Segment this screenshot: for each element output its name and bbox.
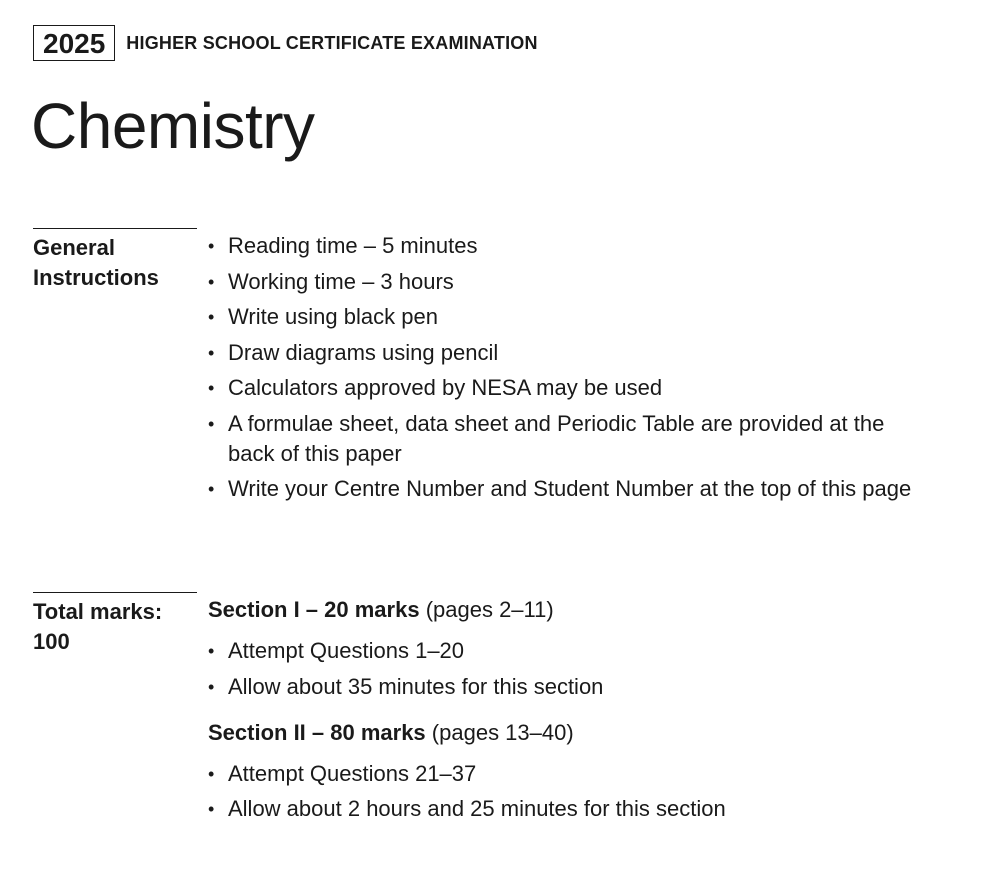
section-1-pages: (pages 2–11) — [425, 597, 554, 622]
exam-name: HIGHER SCHOOL CERTIFICATE EXAMINATION — [126, 32, 538, 53]
instruction-item: • A formulae sheet, data sheet and Periodic Table are provided at the back of this paper — [208, 409, 928, 469]
instructions-list — [208, 231, 928, 504]
section-2-item: • Allow about 2 hours and 25 minutes for this section — [208, 794, 928, 824]
instruction-item: • Write using black pen — [208, 302, 928, 332]
section-1-list — [208, 636, 928, 702]
section-2-item: • Attempt Questions 21–37 — [208, 759, 928, 789]
section-2-title: Section II – 80 marks — [208, 719, 426, 745]
section-1-item: • Allow about 35 minutes for this section — [208, 672, 928, 702]
instruction-item: • Working time – 3 hours — [208, 267, 928, 297]
general-instructions-label: General Instructions — [33, 228, 197, 293]
instruction-item: • Calculators approved by NESA may be used — [208, 373, 928, 403]
section-2-pages: (pages 13–40) — [431, 719, 574, 745]
subject-title: Chemistry — [31, 90, 315, 162]
section-1-title: Section I – 20 marks — [208, 597, 420, 622]
section-1-item: • Attempt Questions 1–20 — [208, 636, 928, 666]
section-1-heading — [208, 595, 928, 625]
instruction-item: • Reading time – 5 minutes — [208, 231, 928, 261]
exam-header — [33, 25, 538, 61]
section-2-heading — [208, 718, 928, 748]
exam-year-box: 2025 — [33, 25, 115, 61]
section-2-list — [208, 759, 928, 825]
instruction-item: • Write your Centre Number and Student Number at the top of this page — [208, 474, 928, 504]
total-marks-label: Total marks: 100 — [33, 592, 197, 657]
instruction-item: • Draw diagrams using pencil — [208, 338, 928, 368]
